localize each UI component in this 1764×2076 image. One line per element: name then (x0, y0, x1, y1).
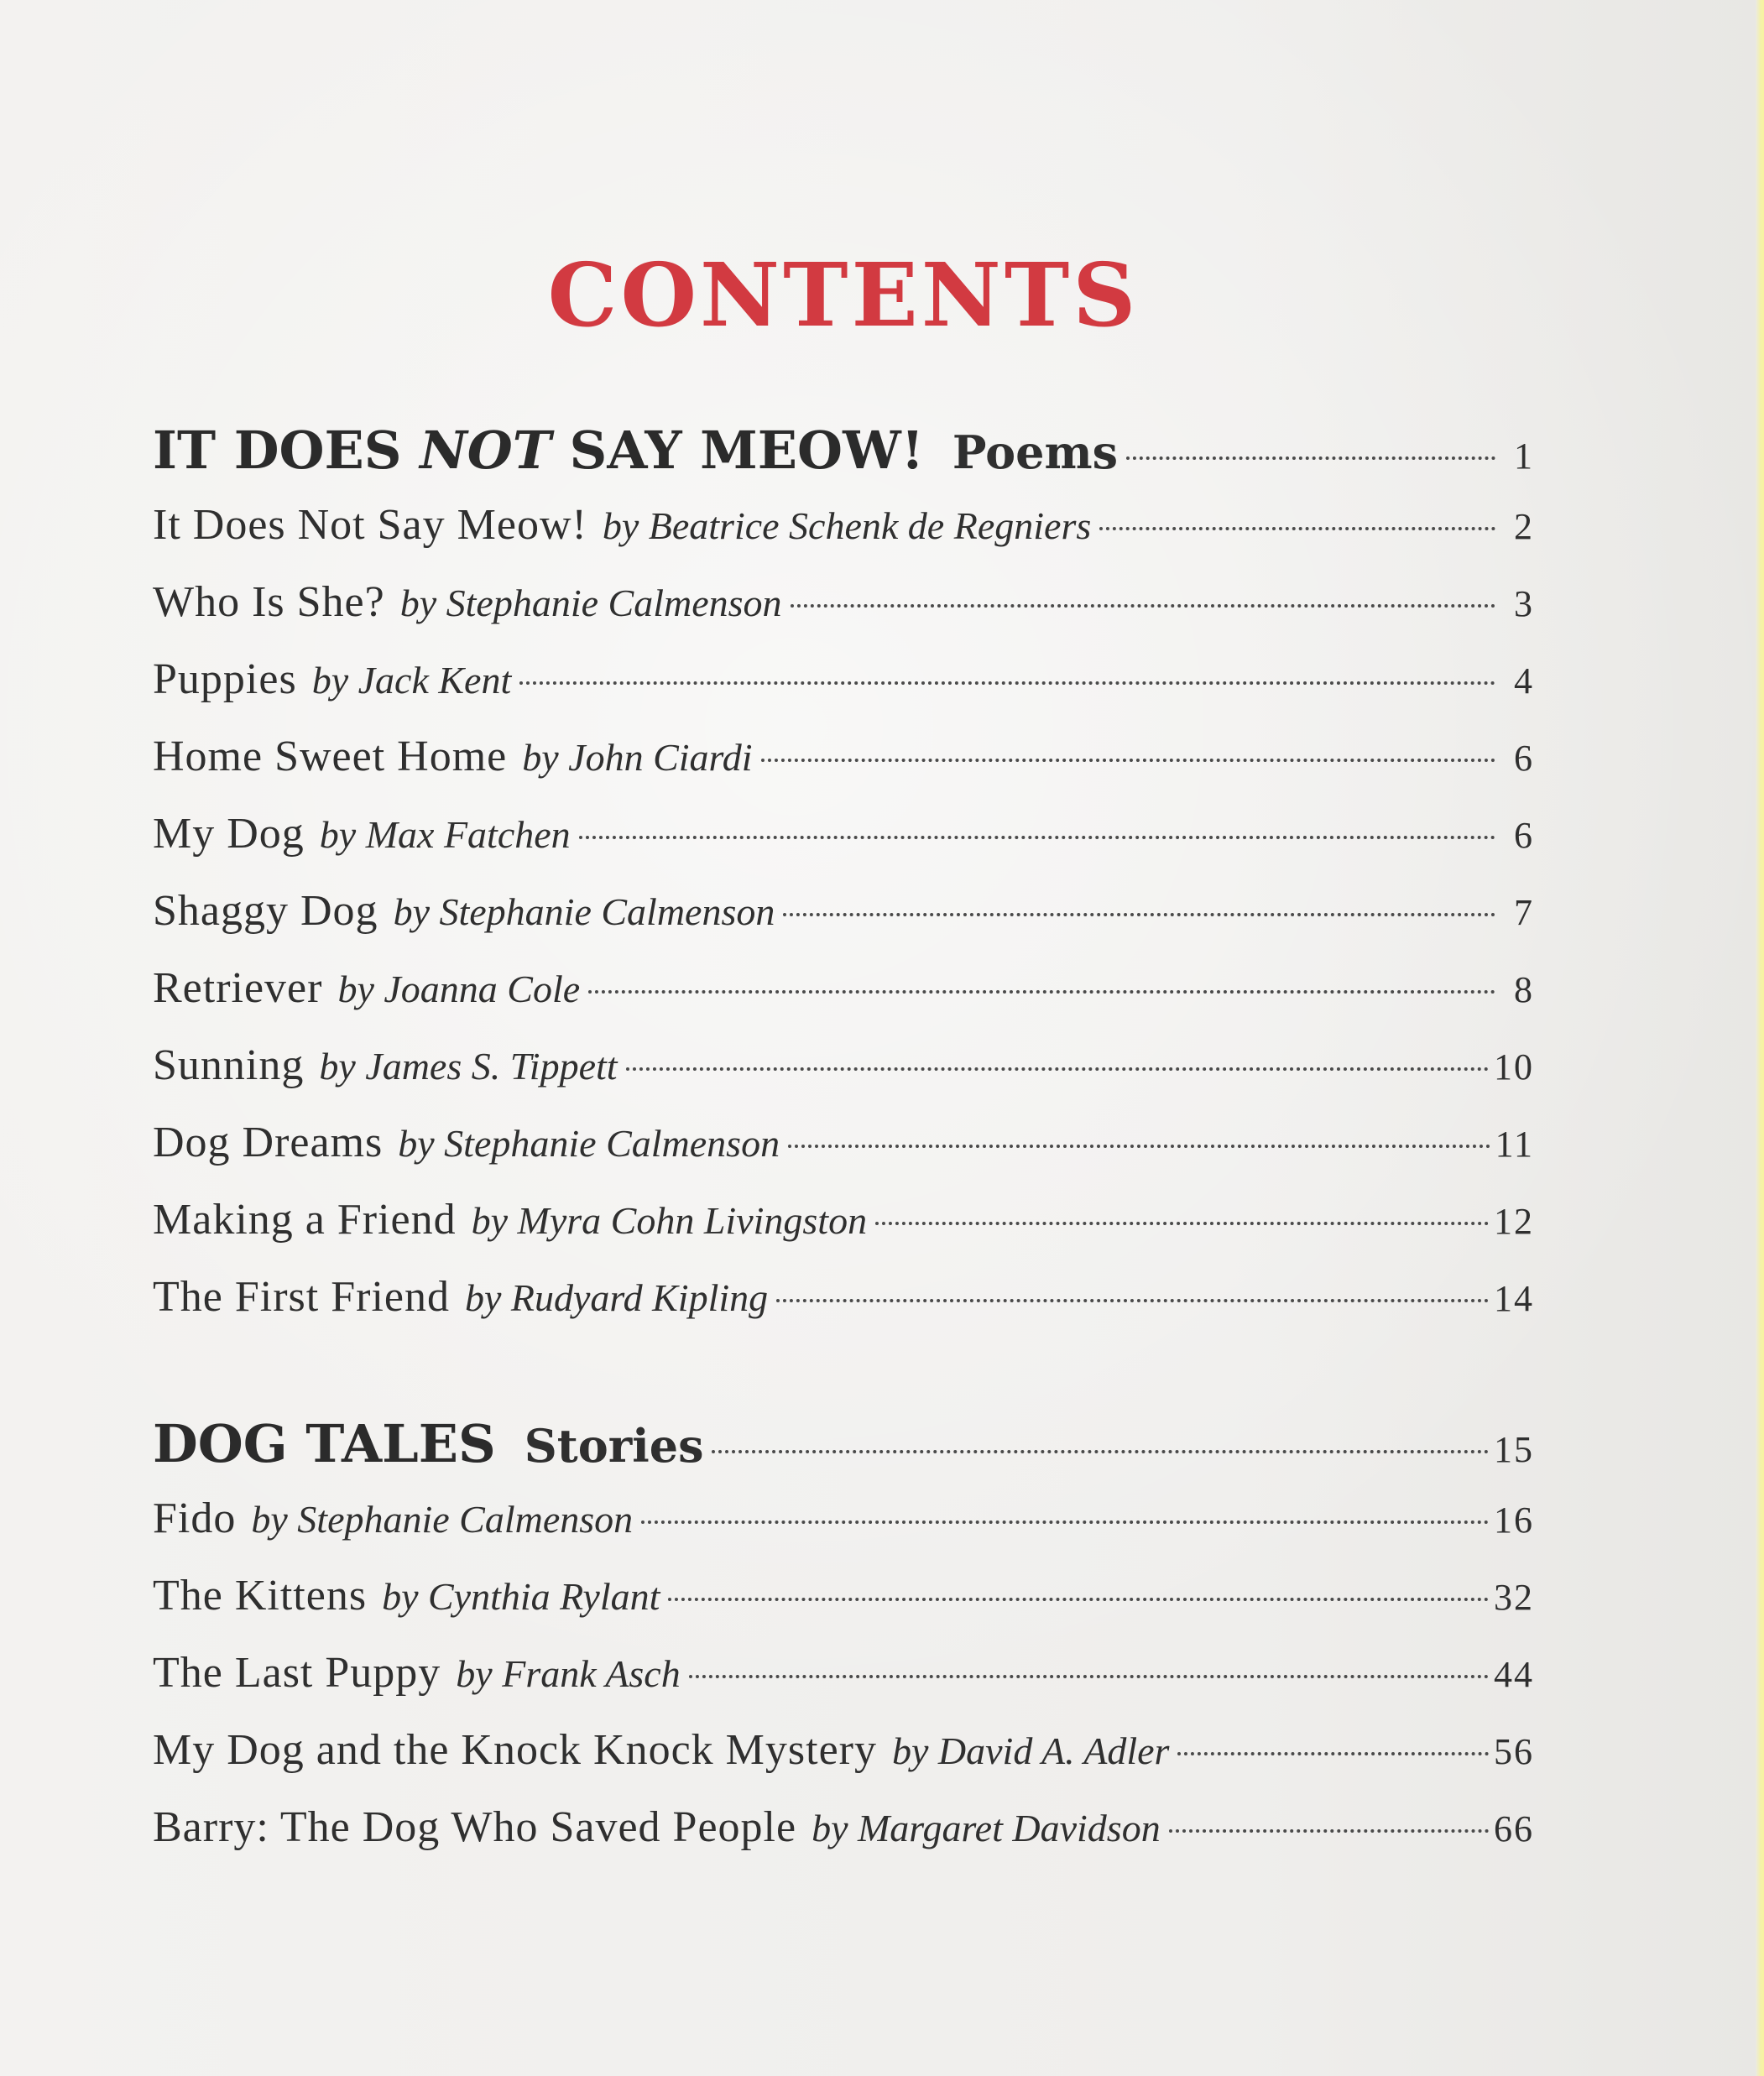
entry-title: Shaggy Dog (153, 887, 378, 935)
dot-leader (1126, 456, 1495, 460)
section-label: Stories (524, 1419, 704, 1473)
toc-entry (153, 646, 1534, 723)
entry-author: by John Ciardi (522, 736, 753, 779)
dot-leader (689, 1675, 1489, 1678)
dot-leader (712, 1450, 1489, 1453)
entry-page-number: 12 (1494, 1201, 1534, 1242)
toc-entry (153, 1032, 1534, 1109)
entry-author: by Stephanie Calmenson (251, 1498, 634, 1541)
dot-leader (783, 913, 1495, 916)
entry-page-number: 2 (1514, 506, 1534, 547)
section-page-number: 15 (1494, 1429, 1534, 1470)
entry-title: It Does Not Say Meow! (153, 501, 587, 549)
toc-entry (153, 801, 1534, 878)
dot-leader (626, 1067, 1489, 1071)
entry-page-number: 6 (1514, 815, 1534, 856)
entry-title: Making a Friend (153, 1196, 457, 1244)
toc-entry (153, 1109, 1534, 1187)
entry-author: by Rudyard Kipling (464, 1276, 769, 1319)
dot-leader (519, 681, 1495, 685)
toc-entry (153, 1485, 1534, 1562)
entry-title: Who Is She? (153, 578, 385, 626)
entry-author: by Jack Kent (311, 659, 512, 702)
section-heading (153, 413, 1534, 492)
entry-author: by Beatrice Schenk de Regniers (602, 504, 1092, 547)
entry-page-number: 11 (1495, 1124, 1534, 1165)
toc-entry (153, 1640, 1534, 1717)
entry-title: My Dog and the Knock Knock Mystery (153, 1726, 877, 1774)
entry-author: by Stephanie Calmenson (393, 890, 775, 933)
section-page-number: 1 (1514, 436, 1534, 477)
dot-leader (668, 1598, 1489, 1601)
toc-entry (153, 878, 1534, 955)
entry-page-number: 32 (1494, 1577, 1534, 1618)
section-label: Poems (952, 425, 1118, 479)
entry-title: The First Friend (153, 1273, 450, 1321)
entry-title: Puppies (153, 655, 297, 703)
entry-page-number: 10 (1494, 1046, 1534, 1088)
entry-author: by James S. Tippett (319, 1045, 618, 1088)
entry-page-number: 4 (1514, 660, 1534, 702)
entry-author: by Myra Cohn Livingston (471, 1199, 868, 1242)
dot-leader (1177, 1752, 1489, 1755)
section-heading (153, 1406, 1534, 1485)
toc-entry (153, 955, 1534, 1032)
dot-leader (588, 990, 1495, 994)
entry-title: Retriever (153, 964, 323, 1012)
entry-title: Home Sweet Home (153, 733, 508, 780)
entry-author: by Margaret Davidson (812, 1807, 1161, 1849)
dot-leader (791, 604, 1495, 608)
section-title-part: SAY MEOW! (551, 420, 924, 481)
entry-page-number: 16 (1494, 1500, 1534, 1541)
section-title (153, 420, 924, 481)
dot-leader (875, 1222, 1489, 1225)
entry-title: The Kittens (153, 1572, 368, 1620)
toc-entry (153, 569, 1534, 646)
entry-page-number: 56 (1494, 1731, 1534, 1772)
entry-title: The Last Puppy (153, 1649, 441, 1697)
toc-entry (153, 1562, 1534, 1640)
entry-page-number: 6 (1514, 738, 1534, 779)
toc-entry (153, 1187, 1534, 1264)
toc-entry (153, 1264, 1534, 1341)
entry-title: Fido (153, 1494, 237, 1542)
entry-title: Sunning (153, 1041, 305, 1089)
entry-page-number: 14 (1494, 1278, 1534, 1319)
entry-author: by Joanna Cole (337, 968, 581, 1010)
section-title-emphasis: NOT (420, 420, 551, 481)
entry-author: by David A. Adler (891, 1729, 1170, 1772)
entry-title: Barry: The Dog Who Saved People (153, 1803, 797, 1851)
entry-author: by Max Fatchen (319, 813, 571, 856)
dot-leader (776, 1299, 1489, 1302)
section-title: DOG TALES (153, 1413, 496, 1474)
entry-title: Dog Dreams (153, 1119, 384, 1166)
entry-page-number: 44 (1494, 1654, 1534, 1695)
toc-section-poems (153, 413, 1534, 1341)
toc-entry (153, 492, 1534, 569)
dot-leader (579, 836, 1495, 839)
toc-entry (153, 1794, 1534, 1871)
entry-author: by Stephanie Calmenson (398, 1122, 780, 1165)
entry-page-number: 66 (1494, 1808, 1534, 1849)
page-title: CONTENTS (547, 243, 1140, 347)
dot-leader (1169, 1829, 1489, 1833)
toc-entry (153, 1717, 1534, 1794)
entry-title: My Dog (153, 810, 305, 858)
toc-entry (153, 723, 1534, 801)
entry-page-number: 8 (1514, 969, 1534, 1010)
entry-author: by Stephanie Calmenson (399, 582, 782, 624)
dot-leader (641, 1520, 1489, 1524)
entry-author: by Cynthia Rylant (382, 1575, 660, 1618)
dot-leader (1099, 527, 1495, 530)
section-title-part: IT DOES (153, 420, 420, 481)
dot-leader (761, 759, 1495, 762)
entry-page-number: 3 (1514, 583, 1534, 624)
page-edge (1756, 0, 1764, 2076)
dot-leader (788, 1145, 1490, 1148)
toc-section-stories (153, 1406, 1534, 1871)
entry-page-number: 7 (1514, 892, 1534, 933)
entry-author: by Frank Asch (456, 1652, 681, 1695)
